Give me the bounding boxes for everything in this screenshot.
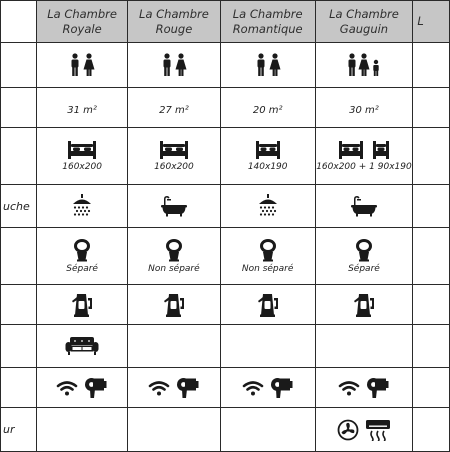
- bed-cell: 160x200: [128, 128, 221, 185]
- hairdryer-icon: [366, 377, 390, 399]
- sofa-icon: [65, 336, 99, 356]
- toilet-cell: Non séparé: [128, 228, 221, 285]
- bed-row: [1, 128, 450, 185]
- kettle-cell: [220, 285, 315, 325]
- kettle-icon: [163, 293, 185, 317]
- hairdryer-icon: [176, 377, 200, 399]
- kettle-cell: [315, 285, 413, 325]
- couple-icon: [253, 53, 283, 77]
- double-bed-icon: [255, 140, 281, 160]
- toilet-row: [1, 228, 450, 285]
- wifi-hairdryer-cell: [315, 368, 413, 408]
- cooling-cell: [315, 408, 413, 452]
- kettle-row: [1, 285, 450, 325]
- bath-cell: [128, 185, 221, 228]
- double-bed-icon: [159, 140, 189, 160]
- toilet-icon: [258, 238, 278, 262]
- family-icon: [345, 53, 383, 77]
- wifi-hairdryer-cell: [220, 368, 315, 408]
- area-row: [1, 88, 450, 128]
- row-label-shower: uche: [1, 185, 37, 228]
- bathtub-icon: [160, 195, 188, 217]
- header-room-gauguin: La Chambre Gauguin: [315, 1, 413, 43]
- occupancy-row: [1, 43, 450, 88]
- shower-cell: [37, 185, 128, 228]
- empty-cell: [413, 325, 450, 368]
- wifi-icon: [148, 380, 170, 396]
- single-bed-icon: [372, 140, 390, 160]
- empty-cell: [220, 408, 315, 452]
- area-cell: 31 m²: [37, 88, 128, 128]
- hairdryer-icon: [84, 377, 108, 399]
- hairdryer-icon: [270, 377, 294, 399]
- bath-cell: [315, 185, 413, 228]
- wifi-hairdryer-cell: [37, 368, 128, 408]
- row-label: [1, 228, 37, 285]
- row-label: [1, 368, 37, 408]
- cooling-row: [1, 408, 450, 452]
- air-conditioner-icon: [365, 419, 391, 441]
- wifi-hairdryer-cell: [128, 368, 221, 408]
- header-room-rouge: La Chambre Rouge: [128, 1, 221, 43]
- wifi-hairdryer-row: [1, 368, 450, 408]
- empty-cell: [37, 408, 128, 452]
- header-room-partial: L: [413, 1, 450, 43]
- occupancy-cell: [220, 43, 315, 88]
- row-label: [1, 43, 37, 88]
- sofa-row: [1, 325, 450, 368]
- header-room-royale: La Chambre Royale: [37, 1, 128, 43]
- empty-cell: [413, 43, 450, 88]
- wifi-icon: [242, 380, 264, 396]
- toilet-icon: [354, 238, 374, 262]
- fan-icon: [337, 419, 359, 441]
- bed-cell: 160x200: [37, 128, 128, 185]
- kettle-icon: [353, 293, 375, 317]
- toilet-cell: Non séparé: [220, 228, 315, 285]
- area-cell: 20 m²: [220, 88, 315, 128]
- empty-cell: [220, 325, 315, 368]
- shower-cell: [220, 185, 315, 228]
- empty-cell: [315, 325, 413, 368]
- shower-icon: [257, 194, 279, 218]
- row-label: [1, 88, 37, 128]
- toilet-cell: Séparé: [315, 228, 413, 285]
- row-label: [1, 128, 37, 185]
- kettle-cell: [37, 285, 128, 325]
- occupancy-cell: [37, 43, 128, 88]
- kettle-icon: [71, 293, 93, 317]
- bed-cell: 160x200 + 1 90x190: [315, 128, 413, 185]
- bathtub-icon: [350, 195, 378, 217]
- occupancy-cell: [315, 43, 413, 88]
- empty-cell: [413, 285, 450, 325]
- empty-cell: [413, 228, 450, 285]
- row-label: [1, 325, 37, 368]
- header-empty-cell: [1, 1, 37, 43]
- double-bed-icon: [67, 140, 97, 160]
- toilet-icon: [72, 238, 92, 262]
- empty-cell: [413, 88, 450, 128]
- toilet-cell: Séparé: [37, 228, 128, 285]
- occupancy-cell: [128, 43, 221, 88]
- couple-icon: [67, 53, 97, 77]
- empty-cell: [128, 408, 221, 452]
- empty-cell: [413, 368, 450, 408]
- empty-cell: [128, 325, 221, 368]
- couple-icon: [159, 53, 189, 77]
- toilet-icon: [164, 238, 184, 262]
- shower-row: [1, 185, 450, 228]
- sofa-cell: [37, 325, 128, 368]
- wifi-icon: [338, 380, 360, 396]
- double-bed-icon: [338, 140, 364, 160]
- wifi-icon: [56, 380, 78, 396]
- bed-cell: 140x190: [220, 128, 315, 185]
- kettle-icon: [257, 293, 279, 317]
- shower-icon: [71, 194, 93, 218]
- row-label-cooling: ur: [1, 408, 37, 452]
- empty-cell: [413, 408, 450, 452]
- area-cell: 27 m²: [128, 88, 221, 128]
- empty-cell: [413, 185, 450, 228]
- header-row: [1, 1, 450, 43]
- row-label: [1, 285, 37, 325]
- area-cell: 30 m²: [315, 88, 413, 128]
- empty-cell: [413, 128, 450, 185]
- kettle-cell: [128, 285, 221, 325]
- header-room-romantique: La Chambre Romantique: [220, 1, 315, 43]
